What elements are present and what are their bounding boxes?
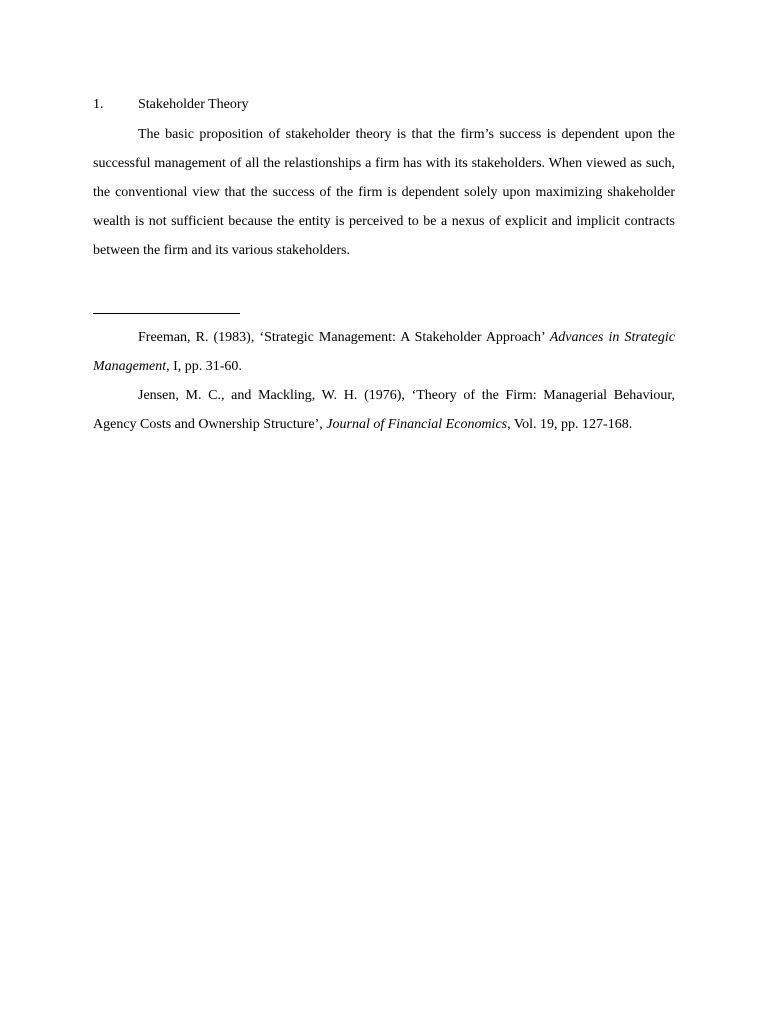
document-page xyxy=(93,95,675,439)
footnote-separator xyxy=(93,313,240,314)
section-number: 1. xyxy=(93,97,104,112)
footnote-freeman xyxy=(93,323,675,381)
footnote-text: , I, pp. 31-60. xyxy=(166,359,242,374)
footnote-jensen xyxy=(93,381,675,439)
footnote-journal: Journal of Financial Economics xyxy=(326,417,508,432)
footnote-text: Jensen, M. C., and Mackling, W. H. (1976), ‘Theory of the Firm: Managerial Behaviour, Agency Costs and Ownership Structure’, xyxy=(93,388,675,432)
body-paragraph: The basic proposition of stakeholder theory is that the firm’s success is dependent upon the successful management of all the relastionships a firm has with its stakeholders. When viewed as such, the conventional view that the success of the firm is dependent solely upon maximizing shakeholder wealth is not sufficient because the entity is perceived to be a nexus of explicit and implicit contracts between the firm and its various stakeholders. xyxy=(93,127,675,258)
footnotes xyxy=(93,323,675,439)
section-title: Stakeholder Theory xyxy=(138,97,249,112)
footnote-text: , Vol. 19, pp. 127-168. xyxy=(507,417,633,432)
section-heading xyxy=(93,95,675,115)
footnote-text: Freeman, R. (1983), ‘Strategic Management: A Stakeholder Approach’ xyxy=(138,330,550,345)
footnote-journal: Advances in Strategic Management xyxy=(93,330,675,374)
